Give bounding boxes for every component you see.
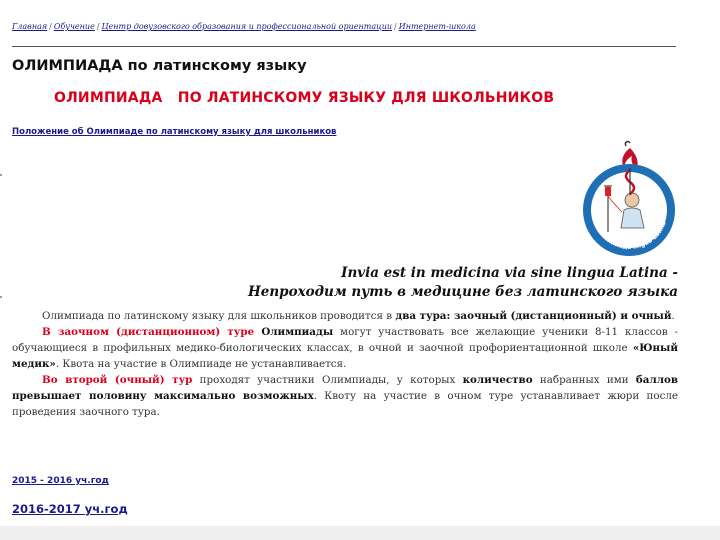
medical-olympiad-logo-icon — [578, 140, 680, 260]
footer-strip — [0, 526, 720, 540]
page-title: ОЛИМПИАДА по латинскому языку — [12, 58, 307, 74]
paragraph-second-round: Во второй (очный) тур проходят участники Олимпиады, у которых количество набранных ими баллов превышает половину максимально возможных. Квоту на участие в очном туре устанавливает жюри после проведения заочного тура. — [12, 374, 678, 418]
margin-mark — [0, 174, 2, 176]
breadcrumb-home[interactable]: Главная — [12, 22, 48, 31]
regulation-link[interactable]: Положение об Олимпиаде по латинскому языку для школьников — [12, 127, 337, 137]
motto-latin: Invia est in medicina via sine lingua Latina - — [341, 265, 678, 281]
breadcrumb-prep-center[interactable]: Центр довузовского образования и профессиональной ориентации — [101, 22, 393, 31]
motto-russian: Непроходим путь в медицине без латинского языка — [247, 284, 678, 300]
paragraph-intro: Олимпиада по латинскому языку для школьников проводится в два тура: заочный (дистанционный) и очный. — [42, 310, 675, 322]
main-heading: ОЛИМПИАДА ПО ЛАТИНСКОМУ ЯЗЫКУ ДЛЯ ШКОЛЬНИКОВ — [54, 90, 555, 106]
breadcrumb-separator: / — [96, 22, 100, 31]
header-divider — [12, 46, 676, 47]
breadcrumb-separator: / — [394, 22, 397, 31]
breadcrumb-internet-school[interactable]: Интернет-школа — [398, 22, 476, 31]
margin-mark — [0, 296, 2, 298]
breadcrumb — [12, 22, 702, 32]
logo-caption: Олимпиада lingua Latina — [595, 220, 668, 251]
breadcrumb-education[interactable]: Обучение — [53, 22, 95, 31]
motto — [248, 264, 678, 302]
description-text — [12, 308, 678, 420]
year-link-2015-2016[interactable]: 2015 - 2016 уч.год — [12, 476, 109, 486]
paragraph-distance-round: В заочном (дистанционном) туре Олимпиады могут участвовать все желающие ученики 8-11 классов - обучающиеся в профильных медико-биологических классах, в очной и заочной профориентационной школе «Юный медик». Квота на участие в Олимпиаде не устанавливается. — [12, 326, 678, 370]
breadcrumb-separator: / — [49, 22, 52, 31]
year-link-2016-2017[interactable]: 2016-2017 уч.год — [12, 502, 128, 516]
